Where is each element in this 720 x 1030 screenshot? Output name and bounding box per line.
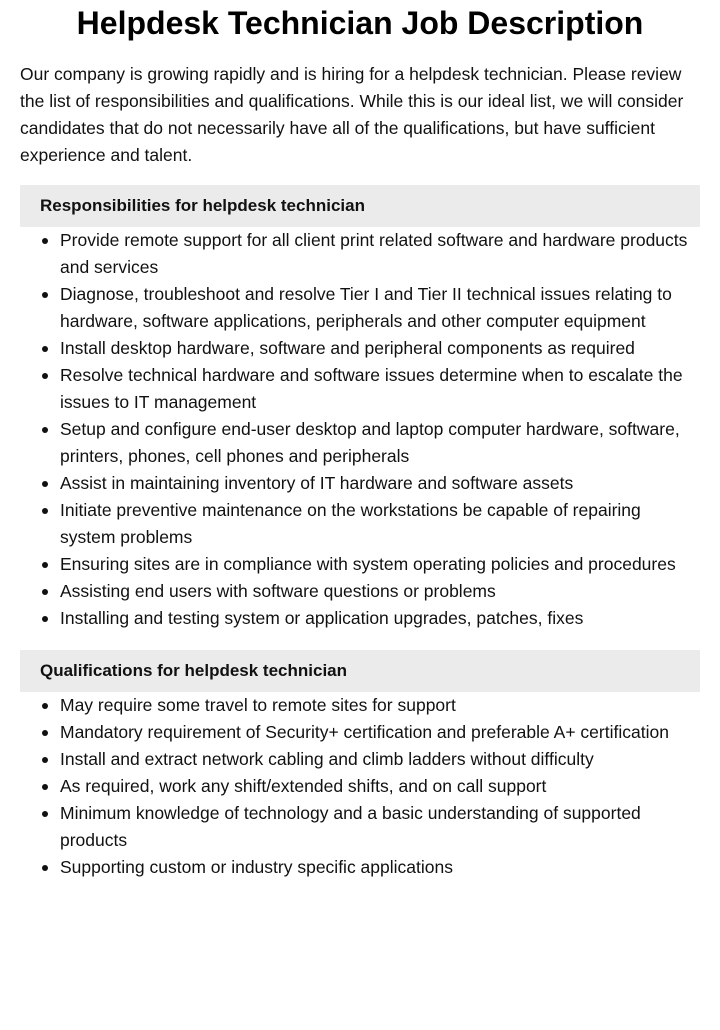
list-item-text: Minimum knowledge of technology and a basic understanding of supported products <box>60 803 641 850</box>
list-item <box>20 335 700 362</box>
intro-paragraph: Our company is growing rapidly and is hiring for a helpdesk technician. Please review the list of responsibilities and qualifications. While this is our ideal list, we will consider candidates that do not necessarily have all of the qualifications, but have sufficient experience and talent. <box>20 64 684 165</box>
list-item <box>20 551 700 578</box>
list-item-text: Provide remote support for all client print related software and hardware products and services <box>60 230 688 277</box>
list-item-text: As required, work any shift/extended shifts, and on call support <box>60 776 547 796</box>
bullet-icon <box>42 427 48 433</box>
list-item <box>20 773 700 800</box>
bullet-icon <box>42 784 48 790</box>
bullet-icon <box>42 292 48 298</box>
list-item <box>20 578 700 605</box>
list-item <box>20 281 700 335</box>
list-item <box>20 719 700 746</box>
list-item-text: Ensuring sites are in compliance with system operating policies and procedures <box>60 554 676 574</box>
list-item-text: Assisting end users with software questions or problems <box>60 581 496 601</box>
bullet-icon <box>42 616 48 622</box>
bullet-icon <box>42 562 48 568</box>
qualifications-list <box>20 692 700 881</box>
list-item <box>20 227 700 281</box>
list-item-text: Diagnose, troubleshoot and resolve Tier I and Tier II technical issues relating to hardware, software applications, peripherals and other computer equipment <box>60 284 672 331</box>
responsibilities-list <box>20 227 700 632</box>
list-item <box>20 692 700 719</box>
list-item-text: Install and extract network cabling and climb ladders without difficulty <box>60 749 594 769</box>
list-item <box>20 854 700 881</box>
list-item <box>20 746 700 773</box>
list-item <box>20 800 700 854</box>
list-item-text: Assist in maintaining inventory of IT hardware and software assets <box>60 473 574 493</box>
bullet-icon <box>42 589 48 595</box>
list-item-text: Resolve technical hardware and software issues determine when to escalate the issues to IT management <box>60 365 683 412</box>
list-item-text: Installing and testing system or application upgrades, patches, fixes <box>60 608 584 628</box>
list-item <box>20 362 700 416</box>
responsibilities-heading: Responsibilities for helpdesk technician <box>20 185 700 227</box>
bullet-icon <box>42 730 48 736</box>
list-item <box>20 497 700 551</box>
list-item <box>20 416 700 470</box>
list-item-text: Install desktop hardware, software and peripheral components as required <box>60 338 635 358</box>
bullet-icon <box>42 481 48 487</box>
list-item-text: Setup and configure end-user desktop and laptop computer hardware, software, printers, phones, cell phones and peripherals <box>60 419 680 466</box>
bullet-icon <box>42 346 48 352</box>
bullet-icon <box>42 238 48 244</box>
list-item-text: Initiate preventive maintenance on the workstations be capable of repairing system problems <box>60 500 641 547</box>
bullet-icon <box>42 865 48 871</box>
list-item-text: Mandatory requirement of Security+ certification and preferable A+ certification <box>60 722 669 742</box>
bullet-icon <box>42 811 48 817</box>
qualifications-heading: Qualifications for helpdesk technician <box>20 650 700 692</box>
list-item <box>20 605 700 632</box>
list-item <box>20 470 700 497</box>
bullet-icon <box>42 757 48 763</box>
bullet-icon <box>42 703 48 709</box>
list-item-text: Supporting custom or industry specific applications <box>60 857 453 877</box>
bullet-icon <box>42 373 48 379</box>
page-title: Helpdesk Technician Job Description <box>76 5 644 41</box>
bullet-icon <box>42 508 48 514</box>
list-item-text: May require some travel to remote sites for support <box>60 695 456 715</box>
